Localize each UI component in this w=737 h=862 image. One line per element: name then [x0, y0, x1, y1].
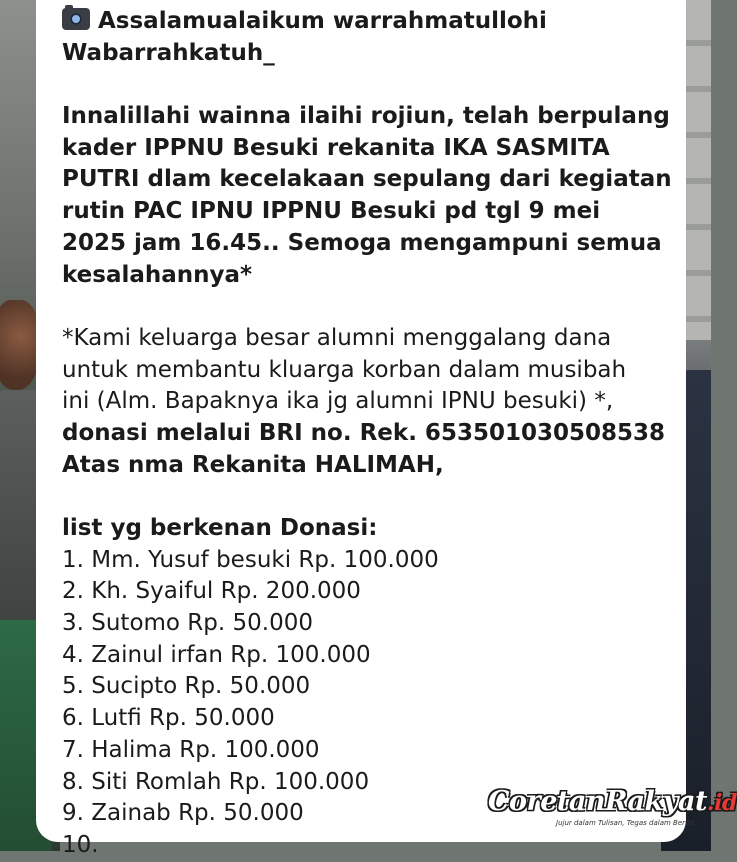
appeal-line: ini (Alm. Bapaknya ika jg alumni IPNU besuki) *, [62, 388, 614, 415]
appeal-line: *Kami keluarga besar alumni menggalang dana [62, 324, 612, 351]
donor-list-item: 3. Sutomo Rp. 50.000 [62, 610, 313, 637]
background-person-face [0, 300, 40, 390]
donor-list-item: 9. Zainab Rp. 50.000 [62, 800, 304, 827]
greeting-line: Wabarrahkatuh_ [62, 39, 275, 66]
greeting-line: Assalamualaikum warrahmatullohi [62, 6, 672, 38]
donor-list-item: 7. Halima Rp. 100.000 [62, 736, 320, 763]
announcement-line: 2025 jam 16.45.. Semoga mengampuni semua [62, 229, 662, 256]
donor-list-item: 10. [62, 831, 99, 858]
donation-account-name: Atas nma Rekanita HALIMAH, [62, 451, 444, 478]
donor-list-item: 2. Kh. Syaiful Rp. 200.000 [62, 578, 361, 605]
announcement-line: kader IPPNU Besuki rekanita IKA SASMITA [62, 134, 610, 161]
announcement-line: PUTRI dlam kecelakaan sepulang dari kegiatan [62, 166, 672, 193]
donor-list-item: 1. Mm. Yusuf besuki Rp. 100.000 [62, 546, 439, 573]
appeal-line: untuk membantu kluarga korban dalam musibah [62, 356, 627, 383]
watermark-logo: CoretanRakyat.id [488, 786, 737, 817]
message-card [36, 0, 686, 858]
donor-list-title: list yg berkenan Donasi: [62, 515, 378, 541]
watermark-tagline: Jujur dalam Tulisan, Tegas dalam Berita [556, 819, 695, 827]
donation-account-line: donasi melalui BRI no. Rek. 653501030508538 [62, 419, 665, 446]
donor-list-item: 5. Sucipto Rp. 50.000 [62, 673, 311, 700]
message-text [62, 6, 672, 858]
brand-watermark [488, 786, 737, 836]
announcement-line: Innalillahi wainna ilaihi rojiun, telah berpulang [62, 103, 670, 130]
donor-list-item: 6. Lutfi Rp. 50.000 [62, 705, 275, 732]
camera-icon [62, 8, 90, 30]
announcement-line: kesalahannya* [62, 261, 253, 288]
announcement-line: rutin PAC IPNU IPPNU Besuki pd tgl 9 mei [62, 198, 601, 225]
donor-list-item: 8. Siti Romlah Rp. 100.000 [62, 768, 370, 795]
donor-list-item: 4. Zainul irfan Rp. 100.000 [62, 641, 371, 668]
